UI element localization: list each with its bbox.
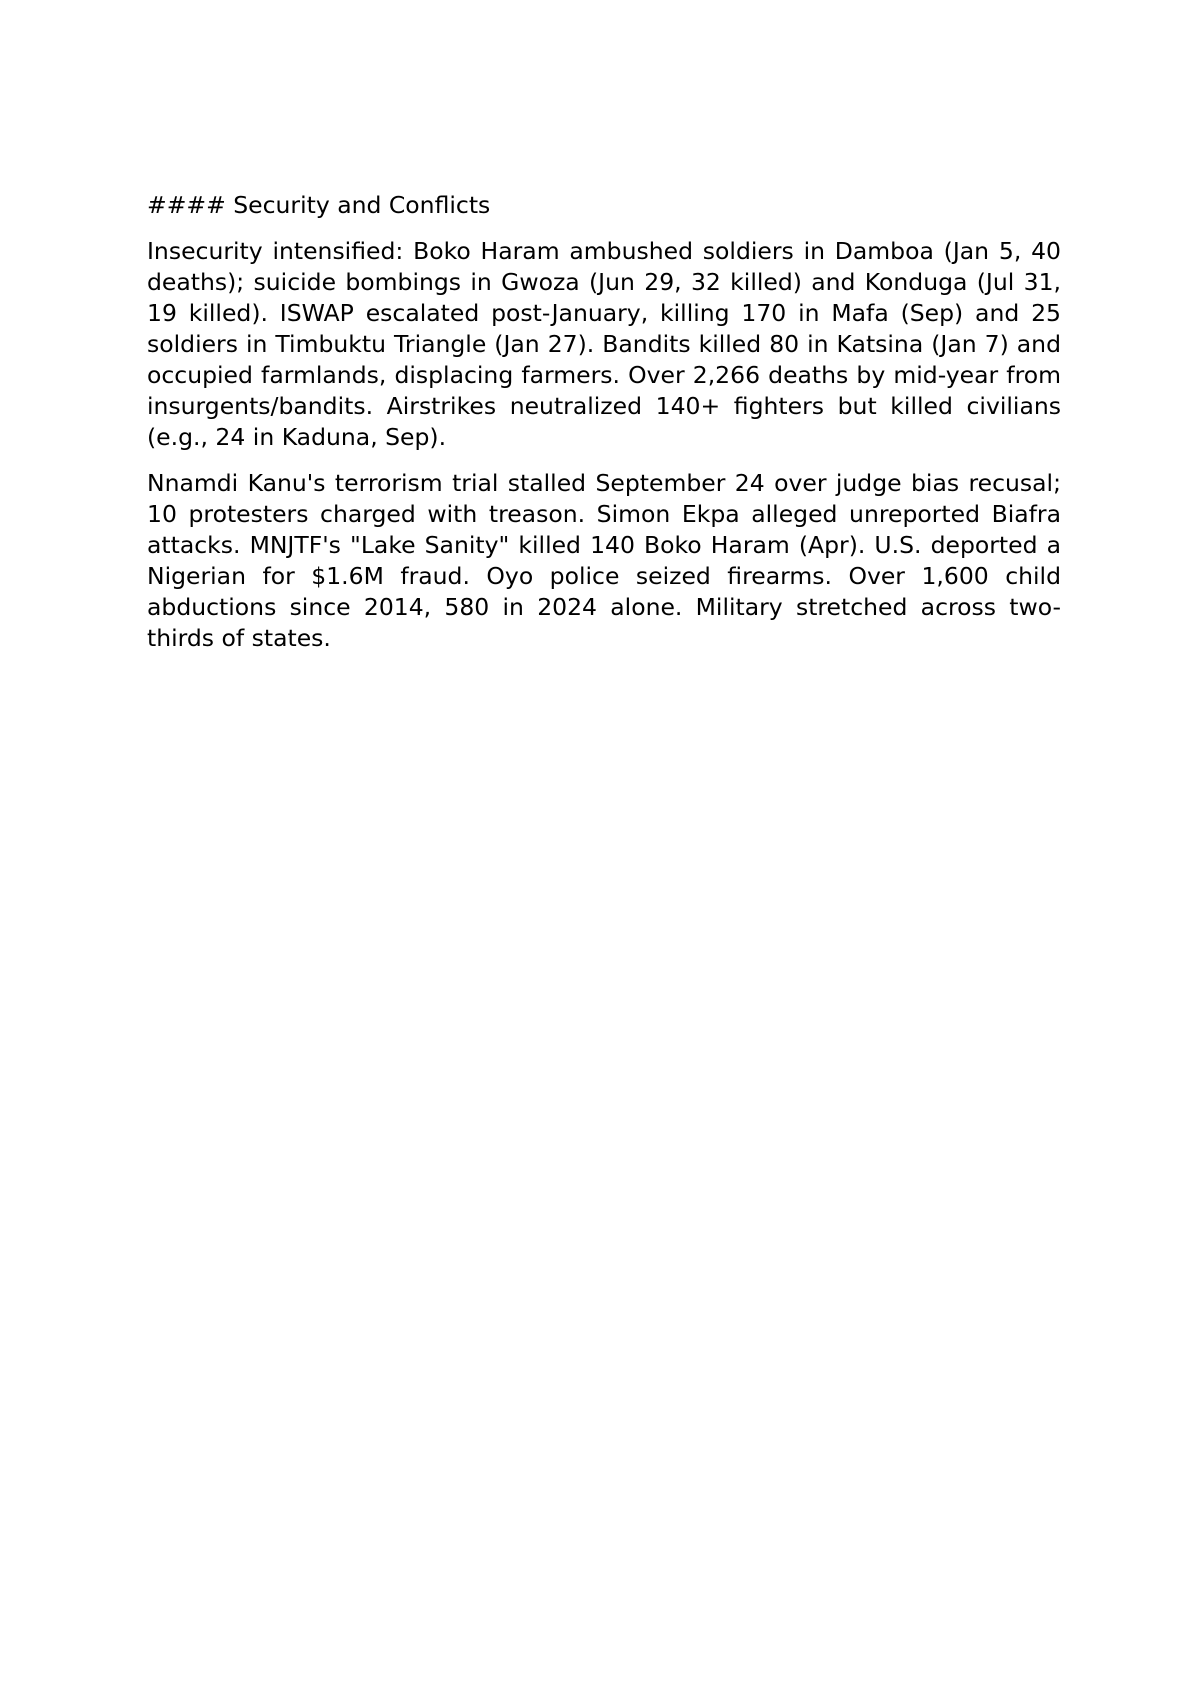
document-body: [147, 190, 1061, 669]
section-heading: #### Security and Conflicts: [147, 191, 491, 219]
paragraph-security-overview: Insecurity intensified: Boko Haram ambushed soldiers in Damboa (Jan 5, 40 deaths); suicide bombings in Gwoza (Jun 29, 32 killed) and Konduga (Jul 31, 19 killed). ISWAP escalated post-January, killing 170 in Mafa (Sep) and 25 soldiers in Timbuktu Triangle (Jan 27). Bandits killed 80 in Katsina (Jan 7) and occupied farmlands, displacing farmers. Over 2,266 deaths by mid-year from insurgents/bandits. Airstrikes neutralized 140+ fighters but killed civilians (e.g., 24 in Kaduna, Sep).: [147, 237, 1061, 451]
paragraph-trials-and-operations: Nnamdi Kanu's terrorism trial stalled September 24 over judge bias recusal; 10 protesters charged with treason. Simon Ekpa alleged unreported Biafra attacks. MNJTF's "Lake Sanity" killed 140 Boko Haram (Apr). U.S. deported a Nigerian for $1.6M fraud. Oyo police seized firearms. Over 1,600 child abductions since 2014, 580 in 2024 alone. Military stretched across two-thirds of states.: [147, 469, 1061, 652]
